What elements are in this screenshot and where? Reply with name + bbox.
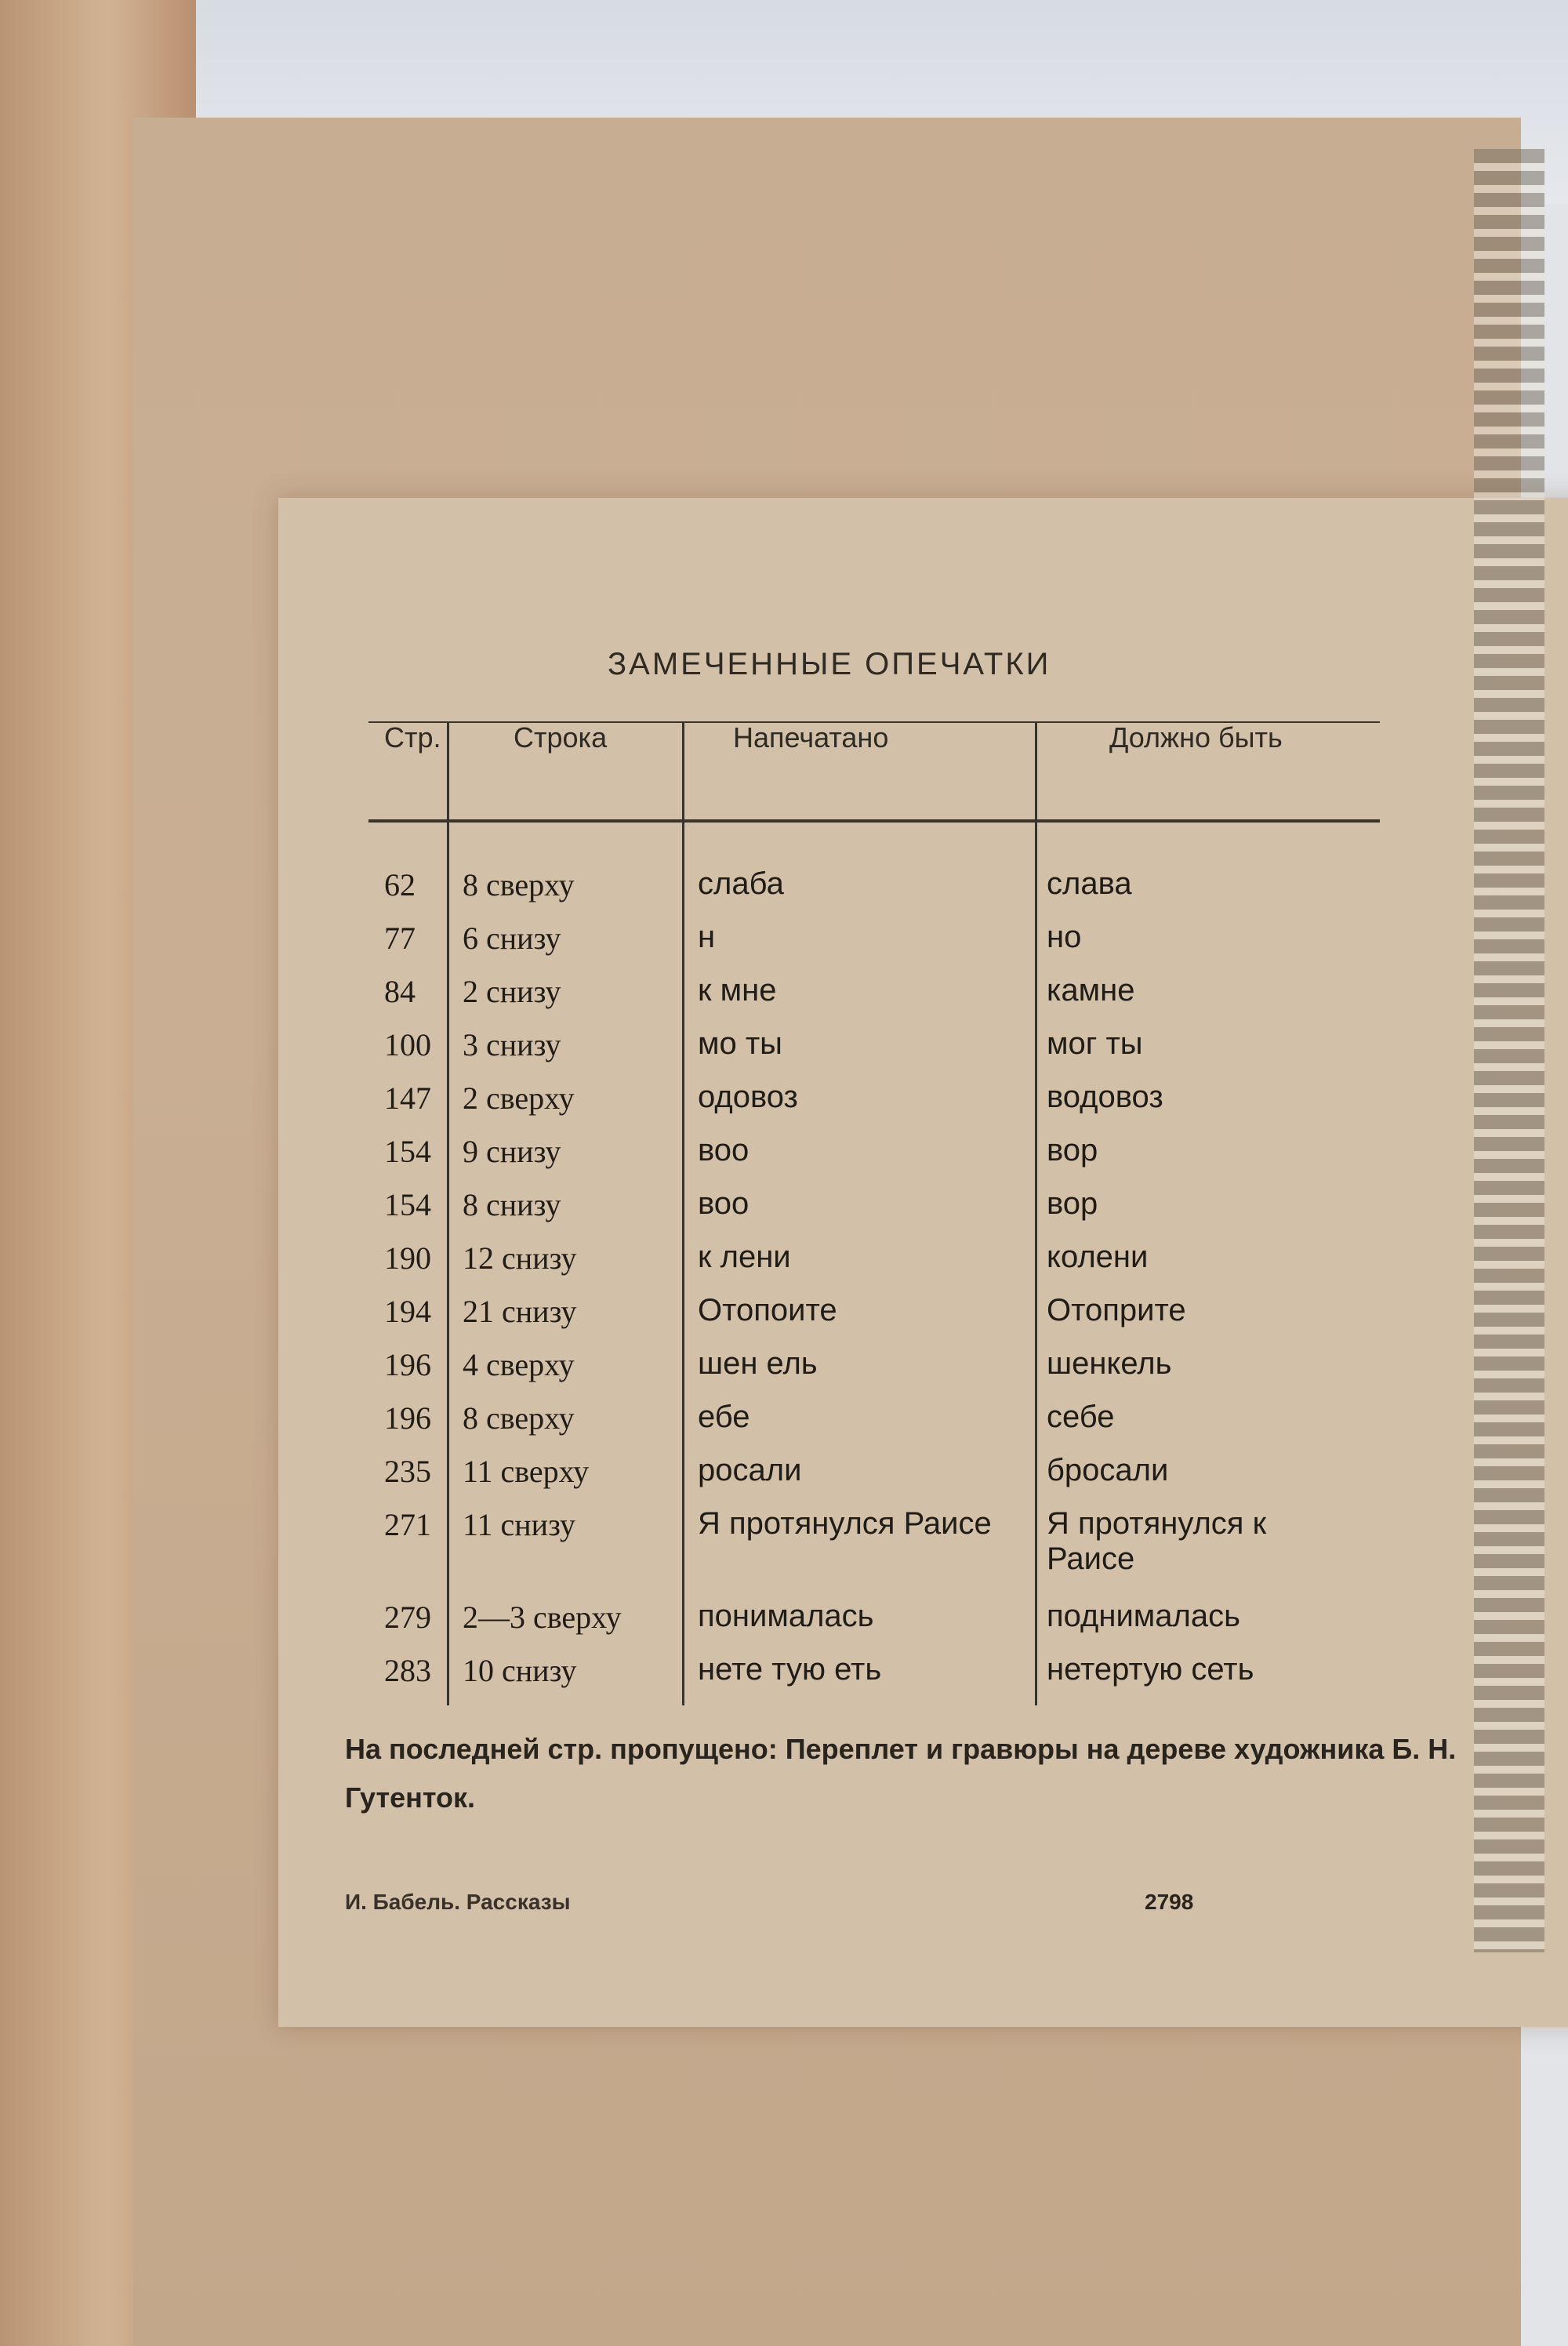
row-page: 196 [384, 1400, 431, 1436]
row-page: 154 [384, 1187, 431, 1222]
row-should-be: себе [1047, 1400, 1115, 1434]
row-should-be: вор [1047, 1186, 1098, 1221]
row-page: 84 [384, 974, 416, 1009]
row-printed: нете тую еть [698, 1652, 882, 1687]
row-should-be: вор [1047, 1133, 1098, 1168]
row-line: 10 снизу [463, 1653, 577, 1688]
book-page [133, 118, 1521, 2346]
column-divider-3 [1035, 721, 1037, 1705]
row-should-be: бросали [1047, 1453, 1169, 1487]
row-line: 21 снизу [463, 1294, 577, 1329]
row-should-be: Отоприте [1047, 1293, 1186, 1327]
row-line: 6 снизу [463, 921, 561, 956]
column-divider-1 [447, 721, 449, 1705]
row-page: 100 [384, 1027, 431, 1062]
row-should-be: слава [1047, 866, 1132, 901]
row-printed: ебе [698, 1400, 750, 1434]
row-should-be: мог ты [1047, 1026, 1143, 1061]
row-page: 154 [384, 1134, 431, 1169]
row-line: 8 сверху [463, 1400, 575, 1436]
row-should-be: нетертую сеть [1047, 1652, 1254, 1687]
row-page: 279 [384, 1600, 431, 1635]
row-should-be: Я протянулся к Раисе [1047, 1506, 1267, 1576]
errata-footnote: На последней стр. пропущено: Переплет и гравюры на дереве художника Б. Н. Гутенток. [345, 1733, 1457, 1814]
table-header-rule [368, 819, 1380, 823]
row-page: 190 [384, 1240, 431, 1276]
row-printed: к мне [698, 973, 777, 1008]
row-page: 196 [384, 1347, 431, 1382]
row-printed: н [698, 920, 716, 954]
row-page: 271 [384, 1507, 431, 1542]
row-should-be: водовоз [1047, 1080, 1163, 1114]
row-line: 2—3 сверху [463, 1600, 622, 1635]
row-page: 194 [384, 1294, 431, 1329]
header-printed: Напечатано [733, 721, 889, 754]
row-line: 4 сверху [463, 1347, 575, 1382]
row-should-be: поднималась [1047, 1599, 1240, 1633]
header-line: Строка [514, 721, 608, 754]
row-page: 235 [384, 1454, 431, 1489]
row-should-be: камне [1047, 973, 1135, 1008]
header-page: Стр. [384, 721, 441, 754]
row-printed: мо ты [698, 1026, 782, 1061]
row-line: 12 снизу [463, 1240, 577, 1276]
row-printed: к лени [698, 1240, 791, 1274]
row-page: 283 [384, 1653, 431, 1688]
row-line: 8 снизу [463, 1187, 561, 1222]
column-divider-2 [682, 721, 684, 1705]
row-page: 77 [384, 921, 416, 956]
row-should-be: но [1047, 920, 1082, 954]
row-line: 8 сверху [463, 867, 575, 902]
row-line: 2 снизу [463, 974, 561, 1009]
header-should-be: Должно быть [1109, 721, 1283, 754]
signature-line: И. Бабель. Рассказы [345, 1890, 571, 1914]
row-printed: воо [698, 1186, 750, 1221]
errata-slip [278, 498, 1568, 2027]
row-printed: понималась [698, 1599, 874, 1633]
row-printed: Отопоите [698, 1293, 837, 1327]
row-printed: росали [698, 1453, 802, 1487]
row-line: 11 сверху [463, 1454, 590, 1489]
row-page: 62 [384, 867, 416, 902]
row-should-be: колени [1047, 1240, 1149, 1274]
row-line: 11 снизу [463, 1507, 576, 1542]
page-code: 2798 [1145, 1890, 1194, 1914]
book-spine-edge [1474, 149, 1544, 1952]
row-should-be: шенкель [1047, 1346, 1172, 1381]
row-printed: шен ель [698, 1346, 818, 1381]
row-printed: Я протянулся Раисе [698, 1506, 992, 1541]
row-printed: одовоз [698, 1080, 798, 1114]
row-page: 147 [384, 1080, 431, 1116]
row-printed: слаба [698, 866, 784, 901]
row-line: 3 снизу [463, 1027, 561, 1062]
row-printed: воо [698, 1133, 750, 1168]
row-line: 2 сверху [463, 1080, 575, 1116]
row-line: 9 снизу [463, 1134, 561, 1169]
errata-title: ЗАМЕЧЕННЫЕ ОПЕЧАТКИ [608, 647, 1051, 681]
